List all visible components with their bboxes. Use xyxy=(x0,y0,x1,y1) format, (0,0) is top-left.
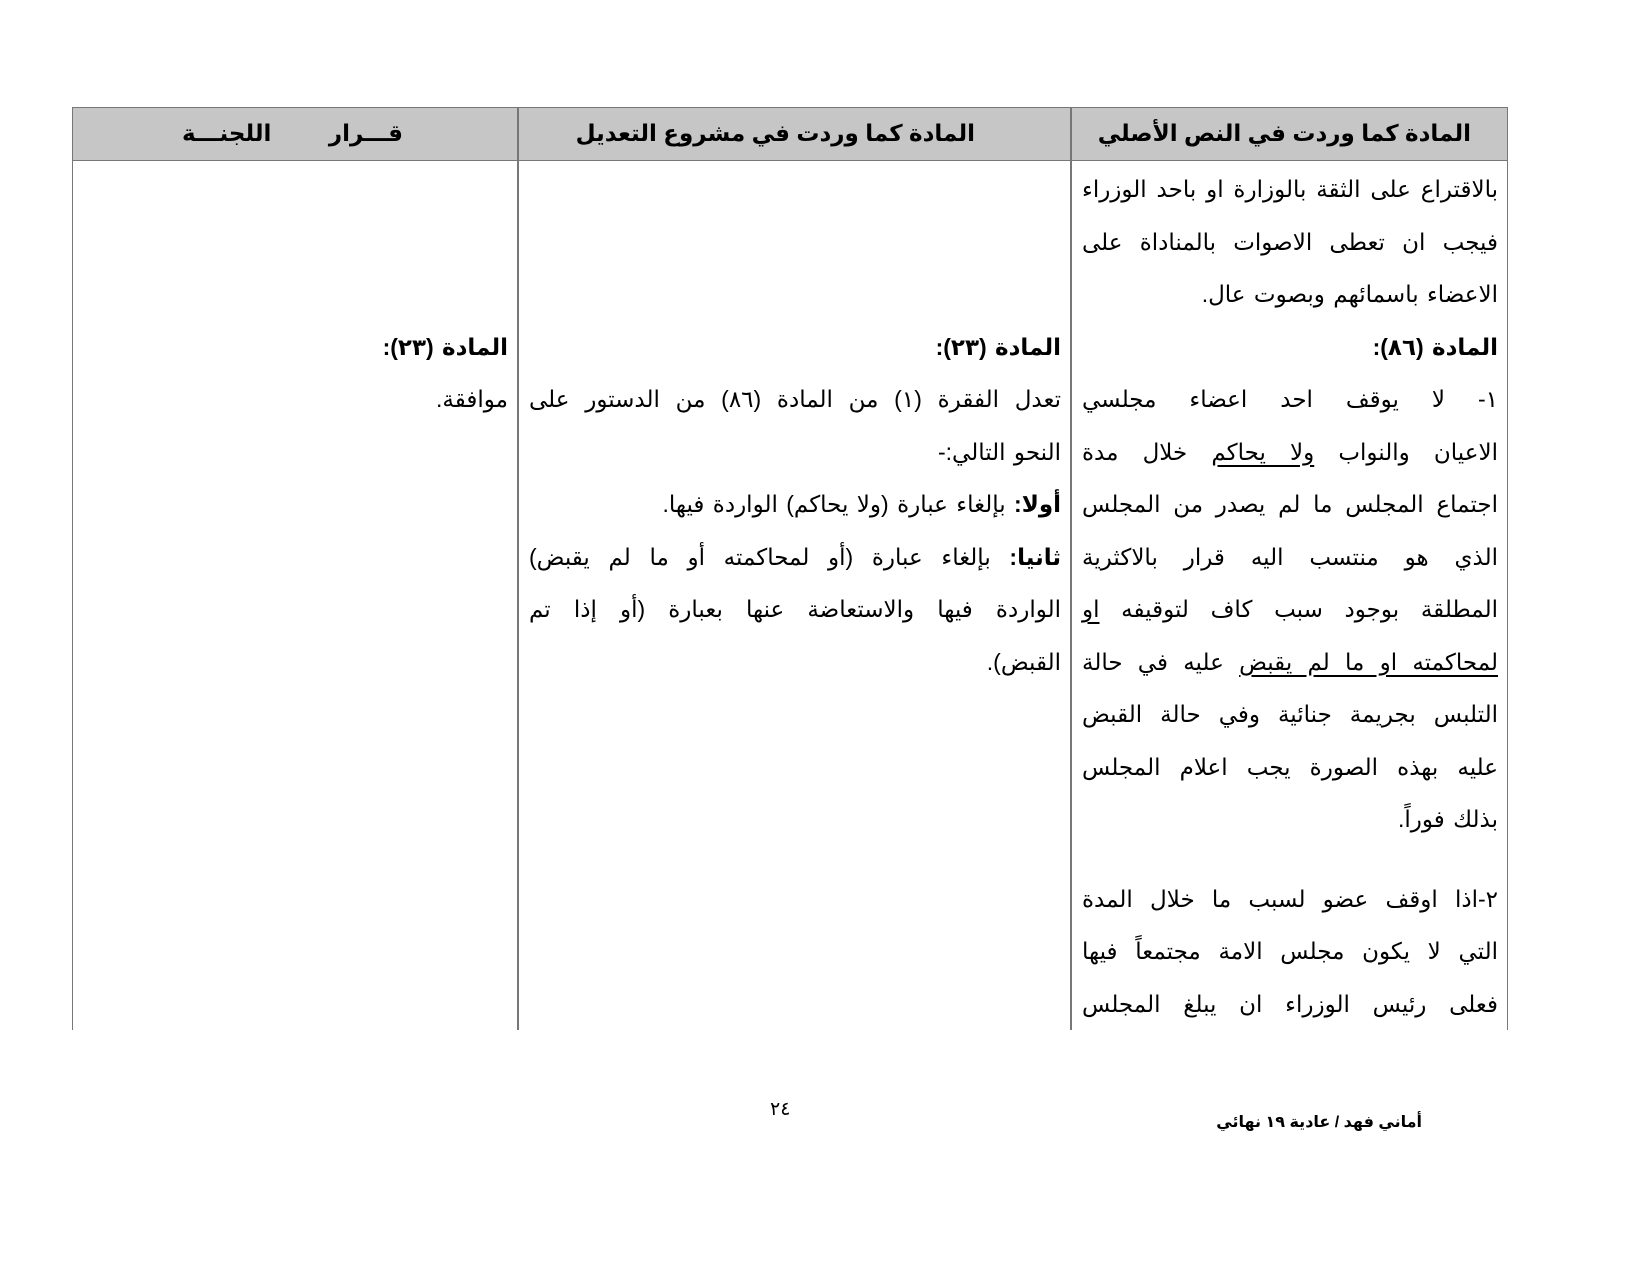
text-line xyxy=(83,163,508,216)
text-line xyxy=(529,426,1061,479)
text-line xyxy=(1082,846,1498,873)
column-divider xyxy=(1070,107,1072,1030)
footer-author-note: أماني فهد / عادية ١٩ نهائي xyxy=(1216,1114,1422,1131)
text-line xyxy=(1082,321,1498,374)
committee-decision-column xyxy=(83,163,508,426)
text-segment: عليه بهذه الصورة يجب اعلام المجلس xyxy=(1082,753,1498,780)
text-line xyxy=(1082,583,1498,636)
bold-text: المادة (٢٣): xyxy=(935,333,1061,360)
text-segment: المطلقة بوجود سبب كاف لتوقيفه xyxy=(1099,596,1498,622)
text-segment: الاعضاء باسمائهم وبصوت عال. xyxy=(1201,281,1498,307)
comparison-table xyxy=(72,107,1508,1030)
text-segment: فعلى رئيس الوزراء ان يبلغ المجلس xyxy=(1082,990,1498,1017)
text-segment: الاعيان والنواب xyxy=(1314,438,1498,465)
text-line xyxy=(1082,216,1498,269)
text-segment: التي لا يكون مجلس الامة مجتمعاً فيها xyxy=(1082,938,1498,964)
text-line xyxy=(83,373,508,426)
bold-text: ثانيا: xyxy=(1009,543,1061,570)
text-line xyxy=(1082,688,1498,741)
text-segment: بإلغاء عبارة (أو لمحاكمته أو ما لم يقبض) xyxy=(529,543,1010,570)
text-line xyxy=(529,636,1061,689)
text-line xyxy=(1082,478,1498,531)
text-line xyxy=(1082,741,1498,794)
text-line xyxy=(1082,793,1498,846)
underlined-text: لمحاكمته او ما لم يقبض xyxy=(1239,648,1498,675)
bold-text: أولا: xyxy=(1014,491,1061,517)
text-line xyxy=(529,268,1061,321)
text-line xyxy=(529,478,1061,531)
underlined-text: او xyxy=(1082,596,1100,622)
amendment-text-column xyxy=(529,163,1061,688)
text-line xyxy=(529,583,1061,636)
text-segment: خلال مدة xyxy=(1082,438,1212,465)
text-line xyxy=(1082,531,1498,584)
text-line xyxy=(83,216,508,269)
text-line xyxy=(529,321,1061,374)
text-segment: تعدل الفقرة (١) من المادة (٨٦) من الدستور على xyxy=(529,386,1061,412)
text-segment: الذي هو منتسب اليه قرار بالاكثرية xyxy=(1082,543,1498,570)
text-line xyxy=(1082,163,1498,216)
text-line xyxy=(1082,426,1498,479)
text-segment: بذلك فوراً. xyxy=(1397,806,1498,832)
text-line xyxy=(1082,925,1498,978)
text-line xyxy=(1082,873,1498,926)
text-segment: النحو التالي:- xyxy=(937,438,1061,465)
text-segment: ٢-اذا اوقف عضو لسبب ما خلال المدة xyxy=(1082,885,1498,912)
column-divider xyxy=(517,107,519,1030)
text-segment: بالاقتراع على الثقة بالوزارة او باحد الوزراء xyxy=(1082,176,1498,202)
text-line xyxy=(1082,636,1498,689)
text-segment: اجتماع المجلس ما لم يصدر من المجلس xyxy=(1082,491,1498,517)
text-segment: التلبس بجريمة جنائية وفي حالة القبض xyxy=(1082,701,1498,727)
bold-text: المادة (٨٦): xyxy=(1372,333,1498,360)
text-line xyxy=(529,163,1061,216)
text-segment: ١- لا يوقف احد اعضاء مجلسي xyxy=(1082,386,1498,412)
text-line xyxy=(529,216,1061,269)
text-line xyxy=(1082,978,1498,1031)
text-segment: عليه في حالة xyxy=(1082,648,1240,675)
header-committee-decision: قـــرار اللجنـــة xyxy=(182,120,403,146)
text-line xyxy=(83,321,508,374)
header-original-text: المادة كما وردت في النص الأصلي xyxy=(1097,120,1471,146)
text-segment: الواردة فيها والاستعاضة عنها بعبارة (أو إذا تم xyxy=(529,596,1061,622)
text-segment: موافقة. xyxy=(436,386,508,412)
header-amendment-text: المادة كما وردت في مشروع التعديل xyxy=(575,120,975,146)
text-line xyxy=(529,373,1061,426)
text-line xyxy=(529,531,1061,584)
original-text-column xyxy=(1082,163,1498,1030)
text-segment: فيجب ان تعطى الاصوات بالمناداة على xyxy=(1082,228,1498,255)
text-segment: بإلغاء عبارة (ولا يحاكم) الواردة فيها. xyxy=(662,491,1015,517)
text-line xyxy=(1082,373,1498,426)
page-number: ٢٤ xyxy=(770,1099,791,1120)
text-segment: القبض). xyxy=(986,648,1061,675)
bold-text: المادة (٢٣): xyxy=(382,333,508,360)
underlined-text: ولا يحاكم xyxy=(1211,438,1315,465)
text-line xyxy=(1082,268,1498,321)
text-line xyxy=(83,268,508,321)
